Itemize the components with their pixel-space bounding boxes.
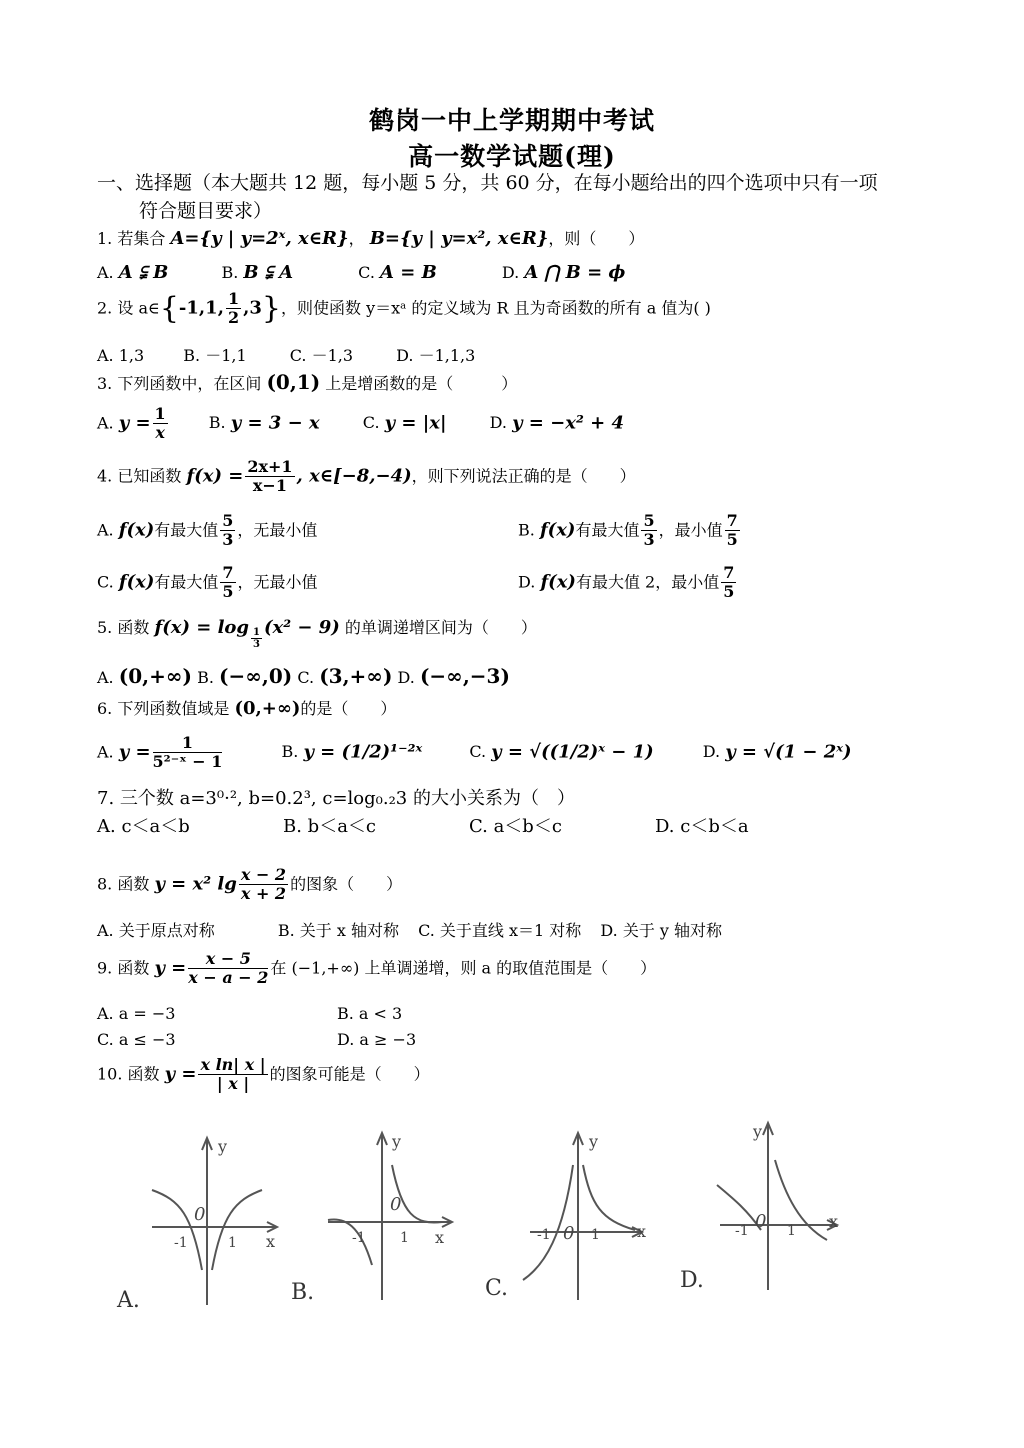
q4-option-b-label: B.	[518, 520, 535, 540]
q2-option-a: A. 1,3	[97, 346, 145, 365]
q2-set: -1,1,	[178, 297, 224, 319]
question-1	[97, 228, 644, 251]
q9-stem-end: 在 (−1,+∞) 上单调递增，则 a 的取值范围是（ ）	[270, 958, 657, 978]
q3-interval: (0,1)	[266, 370, 321, 394]
q4-option-b-fx: f(x)	[539, 519, 576, 541]
q1-set-b: B={y | y=x², x∈R}	[369, 228, 549, 249]
question-4	[97, 458, 636, 496]
q9-fraction	[188, 950, 268, 988]
q9-option-c: C. a ≤ −3	[97, 1030, 176, 1049]
q8-option-a: A. 关于原点对称	[97, 921, 215, 940]
graph-a	[140, 1130, 300, 1310]
q4-option-b-fraction2	[725, 512, 740, 550]
graph-d	[705, 1115, 865, 1295]
graph-b	[320, 1125, 480, 1305]
q2-option-b: B. －1,1	[183, 346, 247, 365]
q3-option-a-label: A.	[97, 413, 114, 433]
q2-frac-den: 2	[227, 308, 240, 328]
q4-option-c	[97, 564, 318, 602]
q3-option-b: y = 3 − x	[230, 412, 320, 434]
graph-a-origin: 0	[194, 1204, 206, 1225]
q6-option-c: y = √((1/2)ˣ − 1)	[491, 741, 654, 763]
q6-stem-end: 的是（ ）	[300, 699, 397, 718]
q1-option-a: A ⫋ B	[118, 262, 169, 283]
q10-stem: 10. 函数	[97, 1064, 160, 1084]
question-2	[97, 290, 711, 328]
graph-c	[515, 1125, 675, 1305]
q4-option-c-text: 有最大值	[154, 572, 219, 592]
q7-option-b: B. b＜a＜c	[283, 816, 377, 837]
q4-option-a-label: A.	[97, 520, 114, 540]
q1-stem: 1. 若集合	[97, 229, 166, 248]
q4-option-d-den: 5	[723, 582, 735, 602]
q6-option-a-y: y =	[118, 741, 151, 763]
q10-frac-num: x ln| x |	[200, 1055, 266, 1074]
q9-frac-den: x − a − 2	[188, 968, 269, 988]
q2-option-d: D. －1,1,3	[396, 346, 476, 365]
q5-log-base	[251, 627, 262, 651]
q4-option-c-fx: f(x)	[118, 571, 155, 593]
q6-options	[97, 734, 852, 772]
q8-function: y = x² lg	[154, 873, 237, 895]
graph-c-y-label: y	[589, 1132, 599, 1151]
q7-option-d: D. c＜b＜a	[655, 816, 749, 837]
q1-option-c-label: C.	[358, 263, 375, 282]
q4-option-d-num: 7	[723, 563, 735, 582]
q8-options	[97, 921, 722, 941]
q5-options	[97, 664, 510, 689]
question-5	[97, 617, 537, 651]
q1-option-d-label: D.	[501, 263, 520, 282]
q8-fraction	[239, 866, 288, 904]
q5-base-num: 1	[253, 626, 260, 638]
q1-separator: ，	[348, 229, 365, 248]
graph-a-label: A.	[117, 1288, 140, 1313]
q5-stem: 5. 函数	[97, 618, 150, 637]
q7-option-c: C. a＜b＜c	[469, 816, 562, 837]
graph-b-tick-pos: 1	[400, 1230, 409, 1246]
q9-stem: 9. 函数	[97, 958, 150, 978]
q6-option-a-fraction	[153, 734, 223, 772]
q7-option-a: A. c＜a＜b	[97, 816, 190, 837]
q3-frac-num: 1	[154, 404, 166, 423]
q4-option-c-num: 7	[222, 563, 234, 582]
q4-option-b-text2: ，最小值	[658, 520, 723, 540]
graph-d-tick-pos: 1	[787, 1223, 796, 1239]
q1-option-b-label: B.	[221, 263, 239, 282]
graph-c-label: C.	[485, 1276, 509, 1301]
q5-stem-end: 的单调递增区间为（ ）	[344, 618, 537, 637]
q2-options	[97, 346, 475, 366]
q9-options-row2	[97, 1030, 416, 1050]
graph-c-origin: 0	[563, 1223, 575, 1244]
q2-stem-end: ，则使函数 y＝xᵃ 的定义域为 R 且为奇函数的所有 a 值为( )	[281, 298, 711, 318]
q6-option-b-label: B.	[281, 742, 299, 762]
q2-option-c: C. －1,3	[289, 346, 354, 365]
section-heading-line2: 符合题目要求）	[139, 200, 273, 222]
q1-option-d: A ⋂ B = ϕ	[524, 262, 626, 283]
q8-stem-end: 的图象（ ）	[290, 874, 403, 894]
q9-option-d: D. a ≥ −3	[337, 1030, 417, 1049]
brace-right-icon: }	[261, 291, 282, 327]
q5-option-c: (3,+∞)	[319, 664, 393, 688]
graph-d-tick-neg: -1	[735, 1223, 749, 1239]
q6-option-a-label: A.	[97, 742, 114, 762]
q5-option-a: (0,+∞)	[118, 664, 192, 688]
q8-option-d: D. 关于 y 轴对称	[600, 921, 723, 940]
q3-option-a: y =	[118, 412, 151, 434]
q4-option-a	[97, 512, 317, 550]
graph-c-tick-pos: 1	[591, 1227, 600, 1243]
q5-option-d: (−∞,−3)	[419, 664, 510, 688]
q4-option-d-fraction	[721, 564, 736, 602]
q4-option-d	[518, 564, 738, 602]
q1-stem-end: ，则（ ）	[548, 229, 645, 248]
q4-option-c-fraction	[220, 564, 235, 602]
q4-function: f(x) =	[186, 465, 244, 487]
graph-c-tick-neg: -1	[537, 1227, 551, 1243]
q2-set-end: ,3	[243, 297, 262, 319]
q3-option-c: y = |x|	[384, 412, 447, 434]
q4-option-a-text2: ，无最小值	[237, 520, 318, 540]
q4-option-b	[518, 512, 742, 550]
q9-function: y =	[154, 957, 187, 979]
question-10	[97, 1056, 430, 1094]
q5-argument: (x² − 9)	[263, 617, 340, 638]
q4-option-a-fx: f(x)	[118, 519, 155, 541]
q3-option-d: y = −x² + 4	[512, 412, 624, 434]
q3-frac-den: x	[155, 423, 165, 443]
q4-option-b-text: 有最大值	[575, 520, 640, 540]
q4-stem-end: ，则下列说法正确的是（ ）	[411, 466, 636, 486]
q9-options-row1	[97, 1004, 402, 1024]
q5-option-a-label: A.	[97, 668, 114, 687]
q6-range: (0,+∞)	[234, 698, 301, 719]
q5-option-b: (−∞,0)	[219, 664, 293, 688]
exam-subtitle: 高一数学试题(理)	[408, 142, 616, 171]
graph-a-x-label: x	[266, 1232, 276, 1251]
q9-frac-num: x − 5	[188, 950, 268, 969]
q4-option-a-den: 3	[222, 530, 234, 550]
q10-fraction	[198, 1056, 267, 1094]
q6-option-c-label: C.	[469, 742, 487, 762]
q1-options	[97, 262, 625, 285]
q7-options	[97, 816, 749, 839]
q3-stem: 3. 下列函数中，在区间	[97, 374, 262, 393]
q4-option-c-den: 5	[222, 582, 234, 602]
graph-d-label: D.	[680, 1268, 704, 1293]
q4-stem: 4. 已知函数	[97, 466, 182, 486]
q4-fraction	[245, 458, 294, 496]
q5-base-den: 3	[253, 639, 260, 650]
q4-frac-den: x−1	[252, 476, 287, 496]
q6-stem: 6. 下列函数值域是	[97, 699, 230, 718]
q1-option-b: B ⫋ A	[243, 262, 294, 283]
q4-option-d-label: D.	[518, 572, 536, 592]
q3-option-b-label: B.	[208, 413, 226, 433]
q4-option-b-num: 5	[643, 511, 655, 530]
q4-option-c-text2: ，无最小值	[237, 572, 318, 592]
q5-function: f(x) = log	[154, 617, 250, 638]
q10-stem-end: 的图象可能是（ ）	[269, 1064, 430, 1084]
question-8	[97, 866, 402, 904]
q2-stem: 2. 设 a∈	[97, 298, 160, 318]
q4-domain: , x∈[−8,−4)	[296, 465, 412, 487]
q4-option-c-label: C.	[97, 572, 114, 592]
q1-set-a: A={y | y=2ˣ, x∈R}	[170, 228, 349, 249]
graph-b-label: B.	[291, 1280, 315, 1305]
brace-left-icon: {	[159, 291, 179, 327]
exam-title: 鹤岗一中上学期期中考试	[368, 106, 655, 135]
q1-option-c: A = B	[380, 262, 437, 283]
q5-option-d-label: D.	[397, 668, 415, 687]
q4-option-b-den2: 5	[726, 530, 738, 550]
q8-frac-den: x + 2	[240, 884, 287, 904]
q8-option-b: B. 关于 x 轴对称	[277, 921, 399, 940]
q3-option-c-label: C.	[362, 413, 380, 433]
q3-option-d-label: D.	[489, 413, 507, 433]
question-9	[97, 950, 656, 988]
q3-option-a-fraction	[153, 405, 168, 443]
q4-option-a-num: 5	[222, 511, 234, 530]
graph-b-x-label: x	[435, 1228, 445, 1247]
q5-option-b-label: B.	[197, 668, 214, 687]
q10-frac-den: | x |	[216, 1074, 250, 1094]
q4-option-a-fraction	[220, 512, 235, 550]
q3-stem-end: 上是增函数的是（ ）	[325, 374, 518, 393]
q2-frac-num: 1	[227, 289, 240, 308]
q4-option-d-text: 有最大值 2，最小值	[575, 572, 720, 592]
section-heading-line1: 一、选择题（本大题共 12 题，每小题 5 分，共 60 分，在每小题给出的四个选项中只有一项	[97, 172, 878, 194]
q8-stem: 8. 函数	[97, 874, 150, 894]
q6-option-a-den: 5²⁻ˣ − 1	[152, 752, 223, 772]
graph-b-tick-neg: -1	[352, 1230, 366, 1246]
q4-frac-num: 2x+1	[247, 457, 293, 476]
question-6	[97, 698, 396, 721]
graph-a-tick-pos: 1	[228, 1235, 237, 1251]
graph-d-y-label: y	[753, 1122, 763, 1141]
q2-fraction	[226, 290, 241, 328]
question-7: 7. 三个数 a=3⁰·², b=0.2³, c=log₀.₂3 的大小关系为（ ）	[97, 788, 575, 809]
section-heading	[97, 169, 937, 225]
q4-option-a-text: 有最大值	[154, 520, 219, 540]
q9-option-a: A. a = −3	[97, 1004, 176, 1023]
q1-option-a-label: A.	[97, 263, 114, 282]
graph-b-origin: 0	[390, 1194, 402, 1215]
q10-function: y =	[164, 1063, 197, 1085]
q5-option-c-label: C.	[297, 668, 315, 687]
q4-option-b-num2: 7	[726, 511, 738, 530]
graph-c-x-label: x	[637, 1222, 647, 1241]
q9-option-b: B. a < 3	[337, 1004, 403, 1023]
graph-d-x-label: x	[829, 1212, 839, 1231]
q6-option-a-num: 1	[153, 734, 223, 753]
q4-option-b-fraction	[641, 512, 656, 550]
q8-frac-num: x − 2	[240, 865, 287, 884]
q6-option-d: y = √(1 − 2ˣ)	[725, 741, 852, 763]
q4-option-d-fx: f(x)	[540, 571, 576, 593]
graph-b-y-label: y	[392, 1132, 402, 1151]
question-3	[97, 370, 517, 395]
q6-option-b: y = (1/2)¹⁻²ˣ	[303, 741, 423, 763]
q8-option-c: C. 关于直线 x＝1 对称	[418, 921, 582, 940]
graph-a-y-label: y	[218, 1137, 228, 1156]
graph-a-tick-neg: -1	[174, 1235, 188, 1251]
q3-options	[97, 405, 624, 443]
q4-option-b-den: 3	[643, 530, 655, 550]
graph-d-origin: 0	[755, 1211, 767, 1232]
q6-option-d-label: D.	[702, 742, 721, 762]
